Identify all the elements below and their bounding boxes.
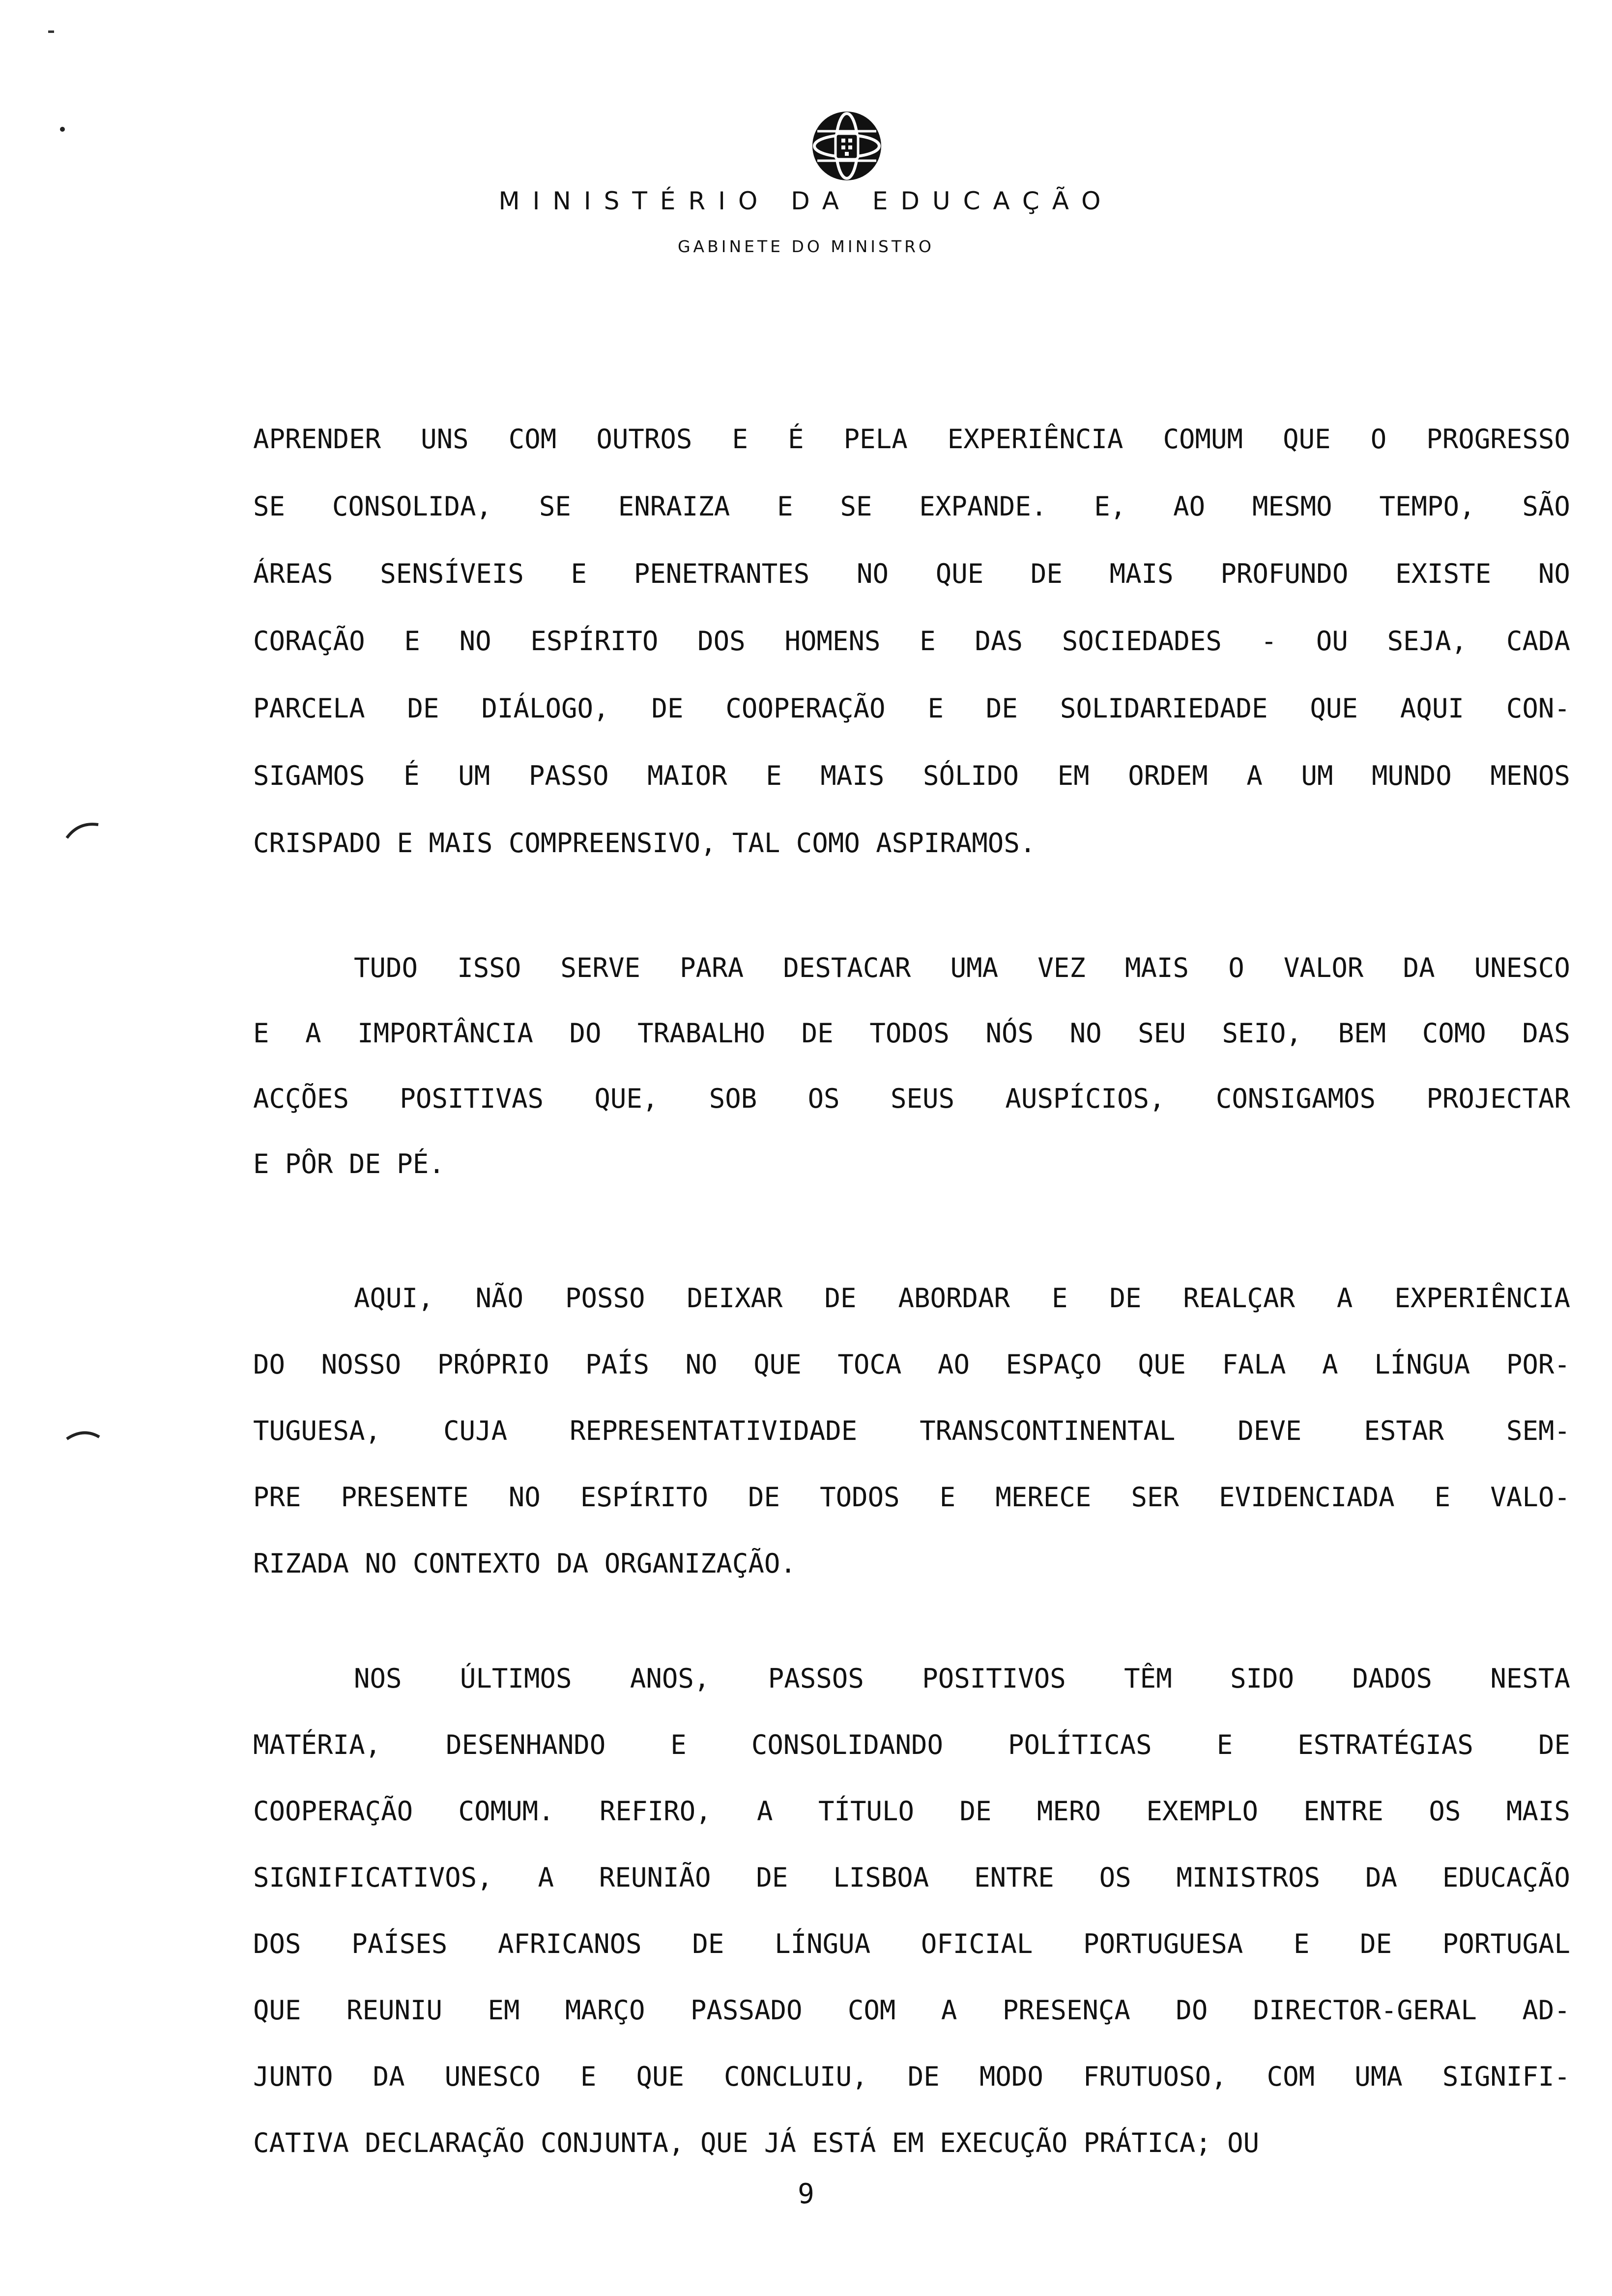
text-line: ÁREAS SENSÍVEIS E PENETRANTES NO QUE DE MAIS PROFUNDO EXISTE NO <box>253 558 1570 589</box>
text-line: AQUI, NÃO POSSO DEIXAR DE ABORDAR E DE REALÇAR A EXPERIÊNCIA <box>354 1283 1570 1314</box>
text-line: NOS ÚLTIMOS ANOS, PASSOS POSITIVOS TÊM SIDO DADOS NESTA <box>354 1663 1570 1694</box>
text-line: SE CONSOLIDA, SE ENRAIZA E SE EXPANDE. E, AO MESMO TEMPO, SÃO <box>253 491 1570 522</box>
text-line: COOPERAÇÃO COMUM. REFIRO, A TÍTULO DE MERO EXEMPLO ENTRE OS MAIS <box>253 1796 1570 1827</box>
text-line: CATIVA DECLARAÇÃO CONJUNTA, QUE JÁ ESTÁ EM EXECUÇÃO PRÁTICA; OU <box>253 2127 1260 2158</box>
text-line: DO NOSSO PRÓPRIO PAÍS NO QUE TOCA AO ESPAÇO QUE FALA A LÍNGUA POR- <box>253 1349 1570 1380</box>
text-line: CRISPADO E MAIS COMPREENSIVO, TAL COMO ASPIRAMOS. <box>253 828 1036 859</box>
text-line: E PÔR DE PÉ. <box>253 1148 445 1179</box>
text-line: SIGNIFICATIVOS, A REUNIÃO DE LISBOA ENTRE OS MINISTROS DA EDUCAÇÃO <box>253 1862 1570 1893</box>
text-line: TUDO ISSO SERVE PARA DESTACAR UMA VEZ MAIS O VALOR DA UNESCO <box>354 952 1570 983</box>
text-line: RIZADA NO CONTEXTO DA ORGANIZAÇÃO. <box>253 1548 796 1579</box>
text-line: CORAÇÃO E NO ESPÍRITO DOS HOMENS E DAS SOCIEDADES - OU SEJA, CADA <box>253 626 1570 657</box>
text-line: APRENDER UNS COM OUTROS E É PELA EXPERIÊNCIA COMUM QUE O PROGRESSO <box>253 424 1570 455</box>
page-number: 9 <box>798 2178 814 2210</box>
text-line: TUGUESA, CUJA REPRESENTATIVIDADE TRANSCONTINENTAL DEVE ESTAR SEM- <box>253 1415 1570 1446</box>
text-line: E A IMPORTÂNCIA DO TRABALHO DE TODOS NÓS NO SEU SEIO, BEM COMO DAS <box>253 1018 1570 1049</box>
text-line: SIGAMOS É UM PASSO MAIOR E MAIS SÓLIDO EM ORDEM A UM MUNDO MENOS <box>253 760 1570 791</box>
text-line: MATÉRIA, DESENHANDO E CONSOLIDANDO POLÍTICAS E ESTRATÉGIAS DE <box>253 1729 1570 1760</box>
text-line: PRE PRESENTE NO ESPÍRITO DE TODOS E MERECE SER EVIDENCIADA E VALO- <box>253 1482 1570 1513</box>
text-line: QUE REUNIU EM MARÇO PASSADO COM A PRESENÇA DO DIRECTOR-GERAL AD- <box>253 1995 1570 2026</box>
binder-hole-mark <box>64 1425 103 1450</box>
text-line: PARCELA DE DIÁLOGO, DE COOPERAÇÃO E DE SOLIDARIEDADE QUE AQUI CON- <box>253 693 1570 724</box>
binder-hole-mark <box>64 816 103 845</box>
scan-mark <box>48 30 54 33</box>
ministry-title: MINISTÉRIO DA EDUCAÇÃO <box>498 187 1114 215</box>
scan-mark <box>60 127 65 132</box>
cabinet-subtitle: GABINETE DO MINISTRO <box>677 237 935 256</box>
text-line: JUNTO DA UNESCO E QUE CONCLUIU, DE MODO FRUTUOSO, COM UMA SIGNIFI- <box>253 2061 1570 2092</box>
text-line: ACÇÕES POSITIVAS QUE, SOB OS SEUS AUSPÍCIOS, CONSIGAMOS PROJECTAR <box>253 1083 1570 1114</box>
text-line: DOS PAÍSES AFRICANOS DE LÍNGUA OFICIAL PORTUGUESA E DE PORTUGAL <box>253 1928 1570 1959</box>
armillary-sphere-seal-icon <box>810 109 884 183</box>
